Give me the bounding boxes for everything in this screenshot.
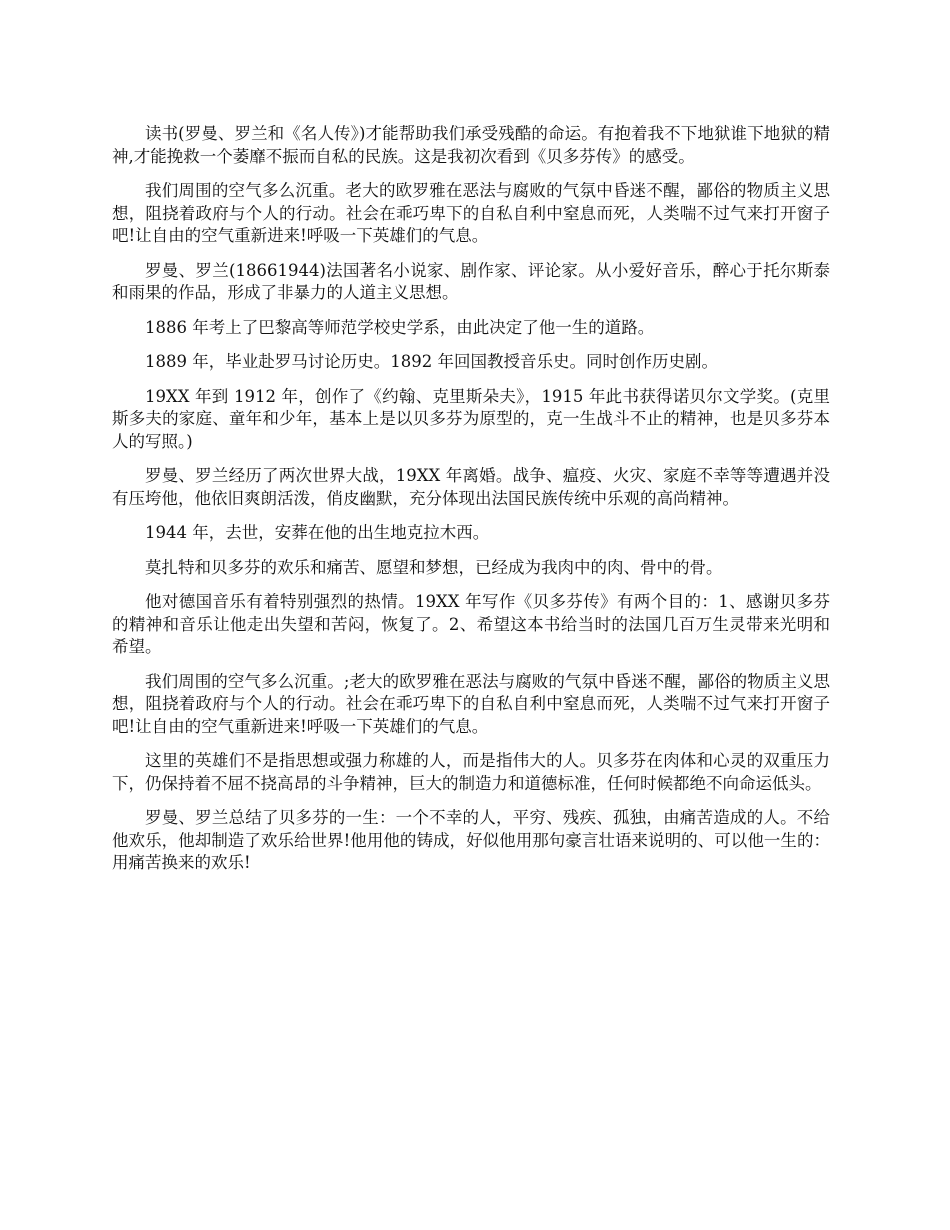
paragraph: 我们周围的空气多么沉重。老大的欧罗雅在恶法与腐败的气氛中昏迷不醒，鄙俗的物质主义思想，阻挠着政府与个人的行动。社会在乖巧卑下的自私自利中窒息而死，人类喘不过气来打开窗子吧!让自由的空气重新进来!呼吸一下英雄们的气息。: [112, 181, 830, 245]
paragraph: 罗曼、罗兰总结了贝多芬的一生：一个不幸的人，平穷、残疾、孤独，由痛苦造成的人。不给他欢乐，他却制造了欢乐给世界!他用他的铸成，好似他用那句豪言壮语来说明的、可以他一生的：用痛苦换来的欢乐!: [112, 808, 830, 872]
paragraph: 19XX 年到 1912 年，创作了《约翰、克里斯朵夫》，1915 年此书获得诺贝尔文学奖。(克里斯多夫的家庭、童年和少年，基本上是以贝多芬为原型的，克一生战斗不止的精神，也是贝多芬本人的写照。): [112, 386, 830, 451]
paragraph: 罗曼、罗兰经历了两次世界大战，19XX 年离婚。战争、瘟疫、火灾、家庭不幸等等遭遇并没有压垮他，他依旧爽朗活泼，俏皮幽默，充分体现出法国民族传统中乐观的高尚精神。: [112, 466, 830, 508]
paragraph: 我们周围的空气多么沉重。;老大的欧罗雅在恶法与腐败的气氛中昏迷不醒，鄙俗的物质主义思想，阻挠着政府与个人的行动。社会在乖巧卑下的自私自利中窒息而死，人类喘不过气来打开窗子吧!让自由的空气重新进来!呼吸一下英雄们的气息。: [112, 671, 830, 736]
paragraph: 1944 年，去世，安葬在他的出生地克拉木西。: [145, 523, 490, 542]
paragraph: 读书(罗曼、罗兰和《名人传》)才能帮助我们承受残酷的命运。有抱着我不下地狱谁下地狱的精神,才能挽救一个萎靡不振而自私的民族。这是我初次看到《贝多芬传》的感受。: [112, 124, 830, 166]
paragraph: 这里的英雄们不是指思想或强力称雄的人，而是指伟大的人。贝多芬在肉体和心灵的双重压力下，仍保持着不屈不挠高昂的斗争精神，巨大的制造力和道德标准，任何时候都绝不向命运低头。: [112, 751, 830, 793]
paragraph: 他对德国音乐有着特别强烈的热情。19XX 年写作《贝多芬传》有两个目的：1、感谢贝多芬的精神和音乐让他走出失望和苦闷，恢复了。2、希望这本书给当时的法国几百万生灵带来光明和希望。: [112, 592, 830, 656]
document-page: [112, 123, 830, 887]
paragraph: 罗曼、罗兰(18661944)法国著名小说家、剧作家、评论家。从小爱好音乐，醉心于托尔斯泰和雨果的作品，形成了非暴力的人道主义思想。: [112, 260, 830, 302]
paragraph: 1889 年，毕业赴罗马讨论历史。1892 年回国教授音乐史。同时创作历史剧。: [145, 352, 718, 371]
paragraph: 1886 年考上了巴黎高等师范学校史学系，由此决定了他一生的道路。: [145, 317, 655, 337]
paragraph: 莫扎特和贝多芬的欢乐和痛苦、愿望和梦想，已经成为我肉中的肉、骨中的骨。: [145, 557, 723, 577]
